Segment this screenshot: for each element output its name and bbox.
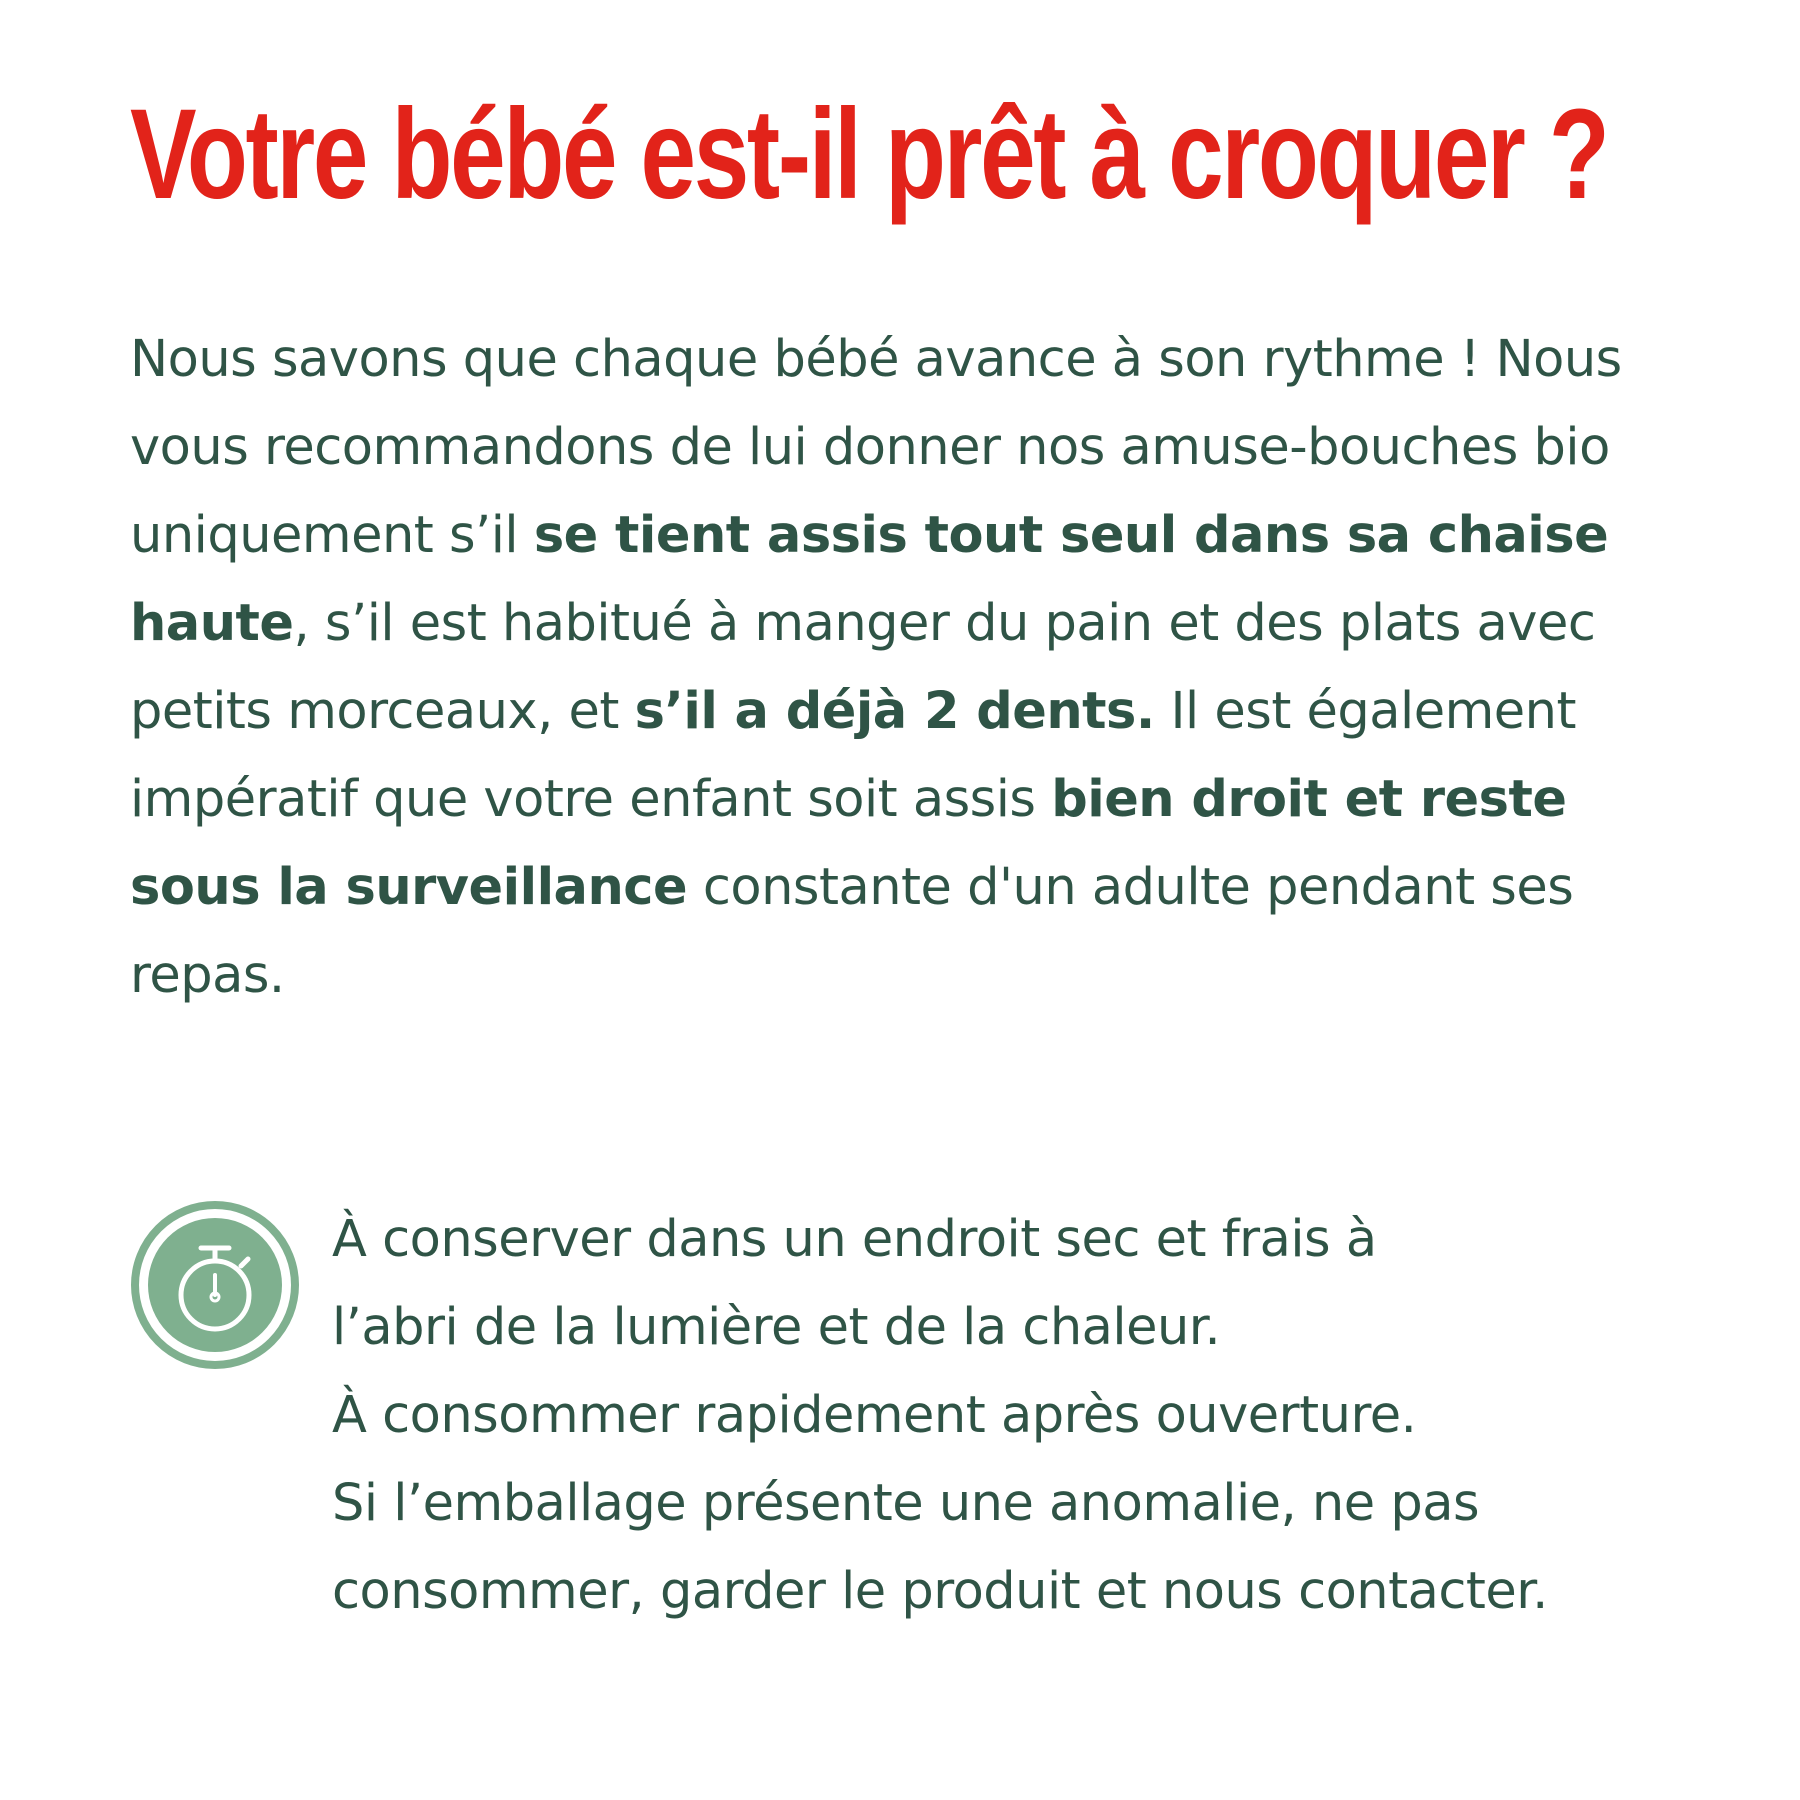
- intro-text-1: Nous savons que chaque bébé avance à son rythme ! Nous vous recommandons de lui donner nos amuse-bouches bio uniquement s’il: [130, 330, 1622, 565]
- intro-text-4: constante d'un adulte pendant ses repas.: [130, 858, 1574, 1005]
- intro-text-2: , s’il est habitué à manger du pain et des plats avec petits morceaux, et: [130, 594, 1596, 741]
- storage-line: consommer, garder le produit et nous contacter.: [332, 1562, 1548, 1621]
- storage-line: Si l’emballage présente une anomalie, ne pas: [332, 1474, 1480, 1533]
- stopwatch-icon: [130, 1200, 300, 1370]
- intro-bold-1: se tient assis tout seul dans sa chaise haute: [130, 506, 1609, 653]
- storage-line: l’abri de la lumière et de la chaleur.: [332, 1298, 1221, 1357]
- intro-bold-2: s’il a déjà 2 dents.: [634, 682, 1155, 741]
- page-title: Votre bébé est-il prêt à croquer ?: [130, 83, 1608, 226]
- intro-text-3: Il est également impératif que votre enfant soit assis: [130, 682, 1576, 829]
- intro-paragraph: [130, 316, 1690, 1020]
- storage-line: À conserver dans un endroit sec et frais à: [332, 1210, 1377, 1269]
- storage-instructions: [332, 1196, 1752, 1636]
- intro-bold-3: bien droit et reste sous la surveillance: [130, 770, 1567, 917]
- storage-line: À consommer rapidement après ouverture.: [332, 1386, 1417, 1445]
